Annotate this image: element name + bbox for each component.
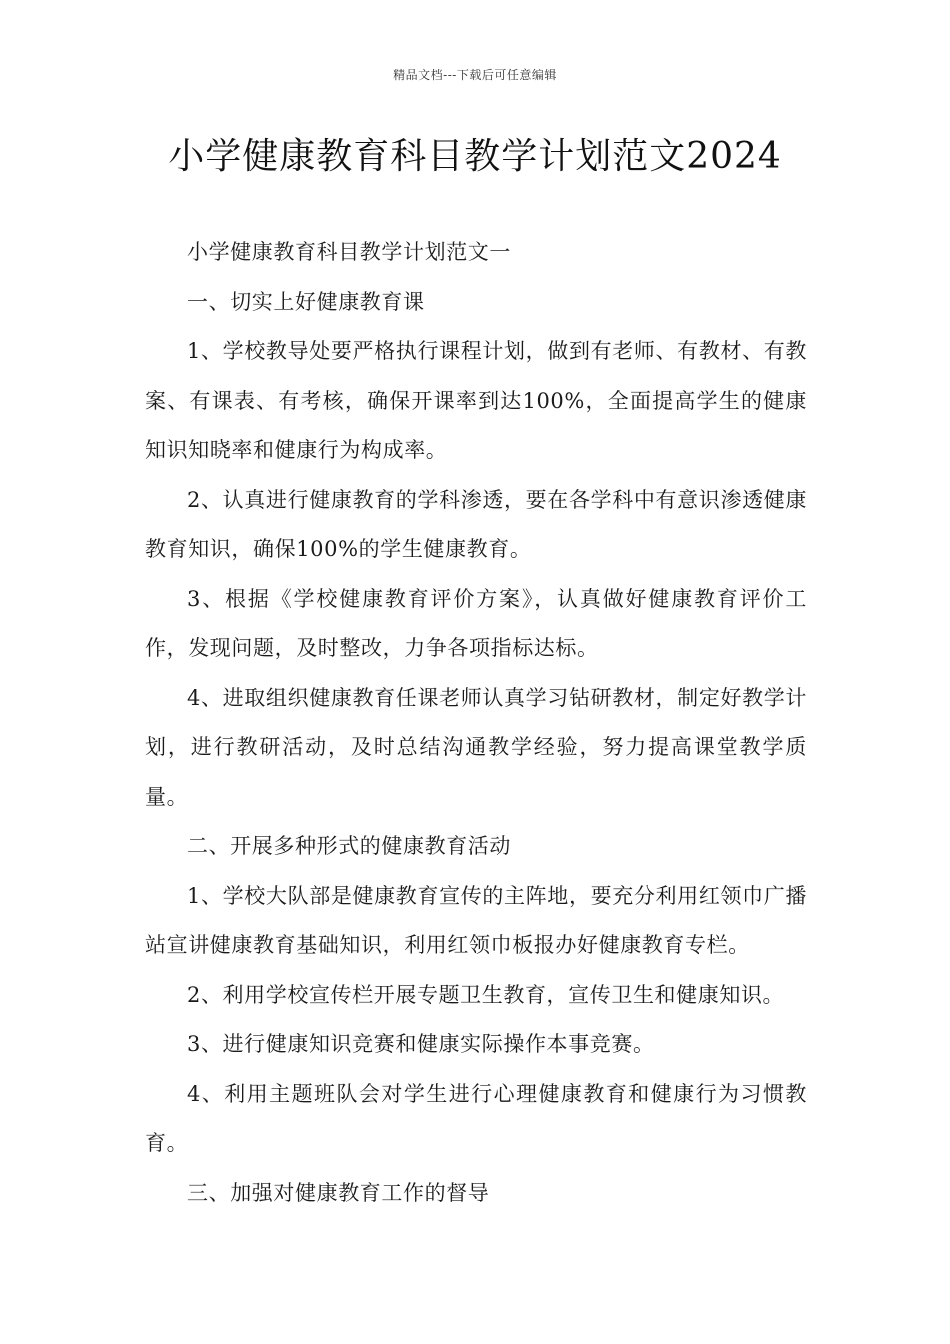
paragraph: 3、根据《学校健康教育评价方案》，认真做好健康教育评价工作，发现问题，及时整改，力争各项指标达标。 <box>145 586 807 660</box>
paragraph: 1、学校大队部是健康教育宣传的主阵地，要充分利用红领巾广播站宣讲健康教育基础知识，利用红领巾板报办好健康教育专栏。 <box>145 883 807 957</box>
document-title: 小学健康教育科目教学计划范文2024 <box>168 136 782 177</box>
paragraph: 4、进取组织健康教育任课老师认真学习钻研教材，制定好教学计划，进行教研活动，及时总结沟通教学经验，努力提高课堂教学质量。 <box>145 685 807 809</box>
section-heading-3: 三、加强对健康教育工作的督导 <box>187 1180 490 1205</box>
section-heading-2: 二、开展多种形式的健康教育活动 <box>187 834 511 858</box>
paragraph: 2、认真进行健康教育的学科渗透，要在各学科中有意识渗透健康教育知识，确保100%的学生健康教育。 <box>145 487 807 561</box>
document-body <box>145 228 807 1218</box>
paragraph: 3、进行健康知识竞赛和健康实际操作本事竞赛。 <box>187 1032 655 1056</box>
paragraph: 4、利用主题班队会对学生进行心理健康教育和健康行为习惯教育。 <box>145 1081 807 1155</box>
paragraph-subtitle: 小学健康教育科目教学计划范文一 <box>187 240 511 264</box>
paragraph: 2、利用学校宣传栏开展专题卫生教育，宣传卫生和健康知识。 <box>187 982 785 1007</box>
section-heading-1: 一、切实上好健康教育课 <box>187 289 425 314</box>
paragraph: 1、学校教导处要严格执行课程计划，做到有老师、有教材、有教案、有课表、有考核，确保开课率到达100%，全面提高学生的健康知识知晓率和健康行为构成率。 <box>145 339 807 462</box>
header-note: 精品文档---下载后可任意编辑 <box>393 68 557 82</box>
